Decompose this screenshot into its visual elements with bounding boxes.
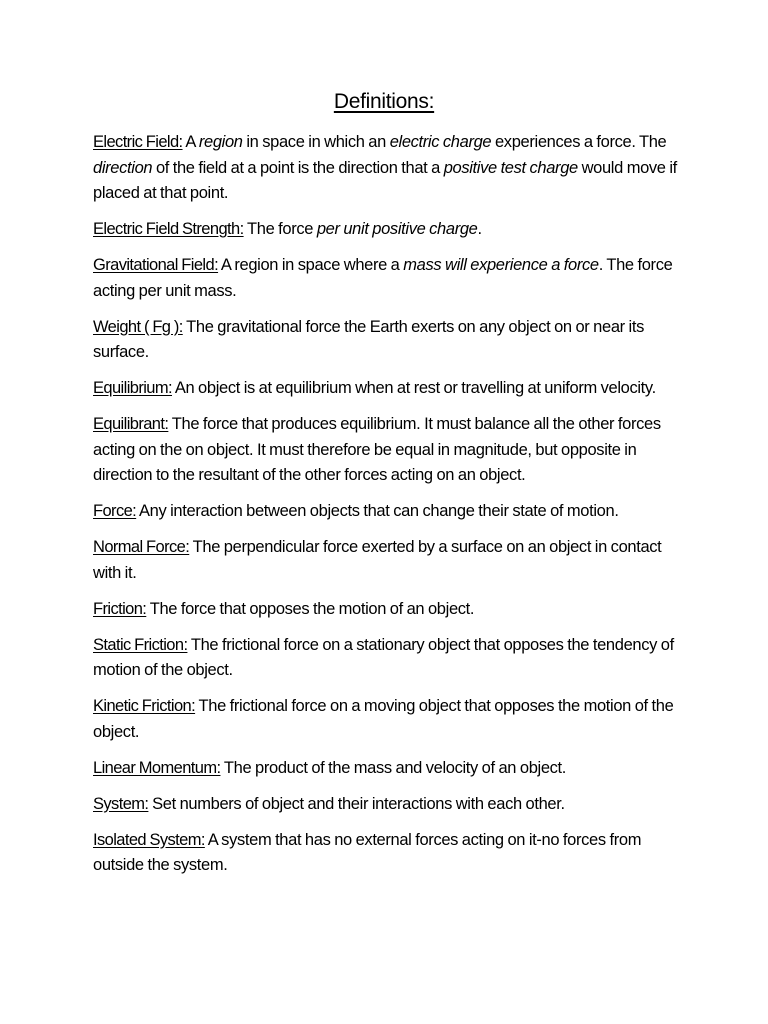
definition-text: An object is at equilibrium when at rest or travelling at uniform velocity. <box>172 379 656 397</box>
definition-item <box>93 412 683 489</box>
definition-item <box>93 597 683 623</box>
definition-emphasis: positive test charge <box>443 158 578 177</box>
definition-item <box>93 792 683 818</box>
definition-emphasis: direction <box>93 158 153 177</box>
definition-item <box>93 253 683 304</box>
definitions-list <box>93 130 683 889</box>
definition-item <box>93 633 683 684</box>
definition-text: The force that opposes the motion of an object. <box>146 599 475 618</box>
definition-item <box>93 694 683 745</box>
definition-text: The frictional force on a moving object that opposes the motion of the object. <box>93 697 674 741</box>
definition-text: . <box>477 220 482 238</box>
page-title: Definitions: <box>333 90 435 113</box>
definition-text: The force that produces equilibrium. It must balance all the other forces acting on the on object. It must therefore be equal in magnitude, but opposite in direction to the resultant of the other forces acting on an object. <box>93 415 661 484</box>
definition-text: The force <box>243 220 317 238</box>
definition-text: Any interaction between objects that can change their state of motion. <box>136 502 619 520</box>
definition-item <box>93 130 683 207</box>
definition-item <box>93 828 683 879</box>
definition-emphasis: electric charge <box>389 133 492 151</box>
definition-item <box>93 756 683 782</box>
definition-item <box>93 376 683 402</box>
definition-term: Gravitational Field: <box>93 256 219 274</box>
definition-text: Set numbers of object and their interactions with each other. <box>148 794 565 813</box>
definition-term: Electric Field: <box>93 133 183 151</box>
definition-text: in space in which an <box>242 133 390 151</box>
definition-term: System: <box>93 794 149 813</box>
definition-term: Static Friction: <box>93 635 188 654</box>
definition-text: A system that has no external forces acting on it-no forces from outside the system. <box>93 830 642 874</box>
definition-term: Equilibrant: <box>93 415 169 433</box>
definition-term: Weight ( Fg ): <box>93 317 183 336</box>
definition-term: Equilibrium: <box>93 379 172 397</box>
definition-term: Electric Field Strength: <box>93 220 244 238</box>
definition-text: The product of the mass and velocity of an object. <box>220 758 567 777</box>
definition-text: The frictional force on a stationary object that opposes the tendency of motion of the object. <box>93 635 674 679</box>
definition-term: Normal Force: <box>93 538 190 556</box>
definition-item <box>93 535 683 586</box>
definition-term: Friction: <box>93 599 147 618</box>
definition-text: The perpendicular force exerted by a surface on an object in contact with it. <box>93 538 662 582</box>
definition-item <box>93 217 683 243</box>
definition-term: Force: <box>93 502 137 520</box>
definition-term: Kinetic Friction: <box>93 697 196 715</box>
definition-emphasis: per unit positive charge <box>316 220 478 238</box>
definition-text: . The force acting per unit mass. <box>93 256 673 300</box>
definition-text: A region in space where a <box>218 256 404 274</box>
definition-text: A <box>182 133 199 151</box>
definition-text: would move if placed at that point. <box>93 158 677 202</box>
definition-item <box>93 499 683 525</box>
definition-item <box>93 315 683 366</box>
definition-term: Linear Momentum: <box>93 758 221 777</box>
definition-emphasis: region <box>198 133 243 151</box>
definition-term: Isolated System: <box>93 830 205 849</box>
definition-text: of the field at a point is the direction that a <box>152 158 444 177</box>
definition-text: The gravitational force the Earth exerts on any object on or near its surface. <box>93 317 644 361</box>
definition-emphasis: mass will experience a force <box>403 256 599 274</box>
definition-text: experiences a force. The <box>491 133 667 151</box>
